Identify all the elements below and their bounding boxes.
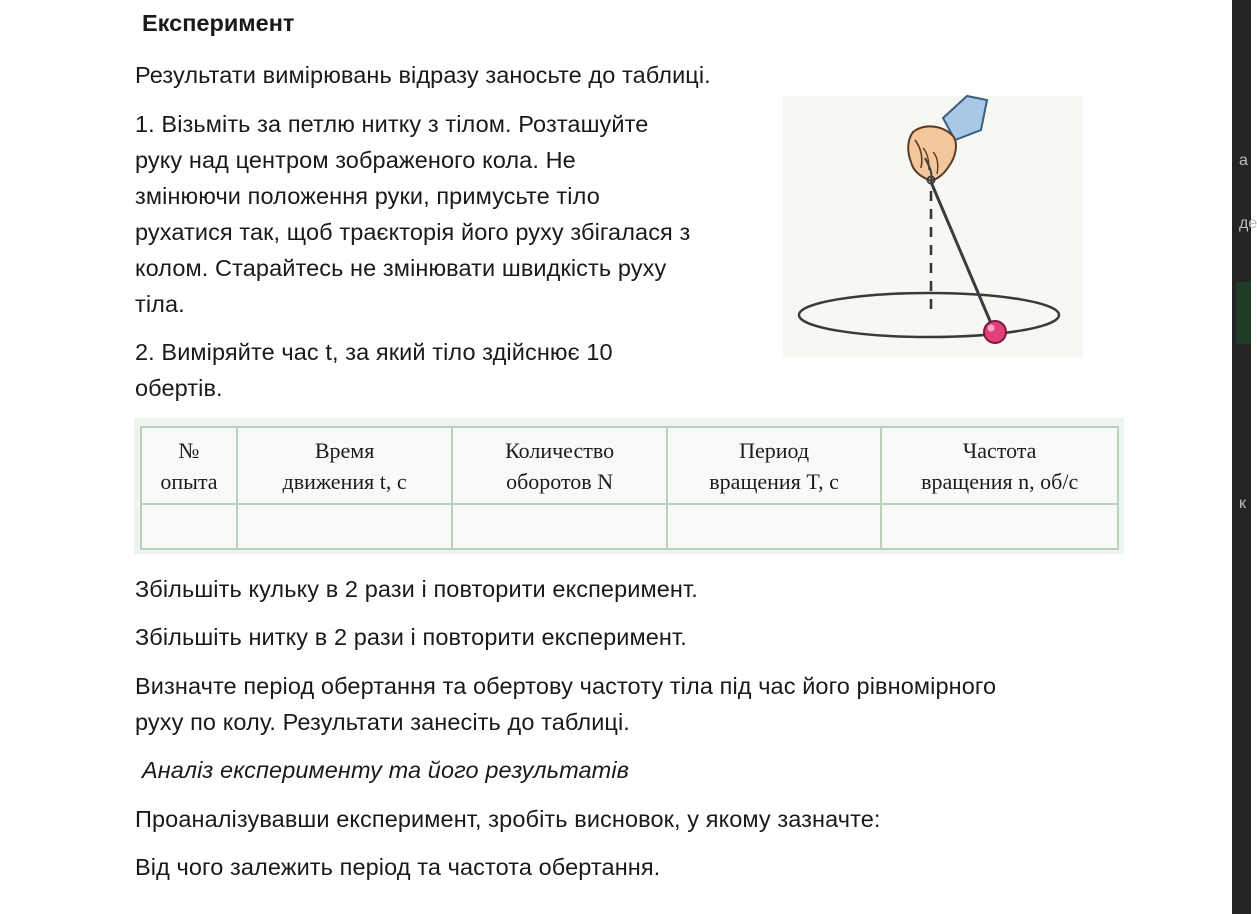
adjacent-window-edge — [1232, 0, 1251, 914]
step1-line-5: колом. Старайтесь не змінювати швидкість руху — [135, 255, 667, 281]
hand-icon — [908, 126, 956, 183]
ball-icon — [984, 321, 1006, 343]
step2-line-1: 2. Виміряйте час t, за який тіло здійснює 10 — [135, 339, 613, 365]
instruction-ball: Збільшіть кульку в 2 рази і повторити експеримент. — [135, 576, 698, 602]
header-experiment-number: № опыта — [141, 427, 237, 504]
adjacent-window-mark — [1236, 282, 1251, 344]
determine-line-1: Визначте період обертання та обертову частоту тіла під час його рівномірного — [135, 673, 997, 699]
experiment-table — [140, 426, 1119, 550]
analysis-text: Проаналізувавши експеримент, зробіть висновок, у якому зазначте: — [135, 806, 881, 832]
question-text: Від чого залежить період та частота обертання. — [135, 854, 661, 880]
table-row — [141, 504, 1118, 549]
step1-line-6: тіла. — [135, 291, 185, 317]
header-period: Период вращения T, с — [667, 427, 882, 504]
table-header-row — [141, 427, 1118, 504]
header-frequency: Частота вращения n, об/с — [881, 427, 1118, 504]
step1-line-1: 1. Візьміть за петлю нитку з тілом. Розташуйте — [135, 111, 649, 137]
step1-line-2: руку над центром зображеного кола. Не — [135, 147, 576, 173]
thread-line — [931, 182, 993, 328]
instruction-thread: Збільшіть нитку в 2 рази і повторити експеримент. — [135, 624, 687, 650]
table-cell — [237, 504, 453, 549]
intro-text: Результати вимірювань відразу заносьте до таблиці. — [135, 62, 711, 88]
header-revolutions: Количество оборотов N — [452, 427, 666, 504]
edge-text-fragment: к — [1239, 495, 1246, 512]
table-cell — [881, 504, 1118, 549]
step1-line-4: рухатися так, щоб траєкторія його руху збігалася з — [135, 219, 691, 245]
analysis-heading: Аналіз експерименту та його результатів — [142, 757, 630, 783]
determine-line-2: руху по колу. Результати занесіть до таблиці. — [135, 709, 630, 735]
section-heading: Експеримент — [142, 10, 295, 36]
table-cell — [141, 504, 237, 549]
step2-line-2: обертів. — [135, 375, 223, 401]
table-scan-area — [134, 418, 1124, 554]
edge-text-fragment: де — [1239, 215, 1257, 232]
table-cell — [667, 504, 882, 549]
edge-text-fragment: а — [1239, 152, 1248, 169]
circle-trajectory — [799, 293, 1059, 337]
step1-line-3: змінюючи положення руки, примусьте тіло — [135, 183, 600, 209]
pendulum-illustration — [783, 96, 1083, 358]
header-time: Время движения t, с — [237, 427, 453, 504]
table-cell — [452, 504, 666, 549]
